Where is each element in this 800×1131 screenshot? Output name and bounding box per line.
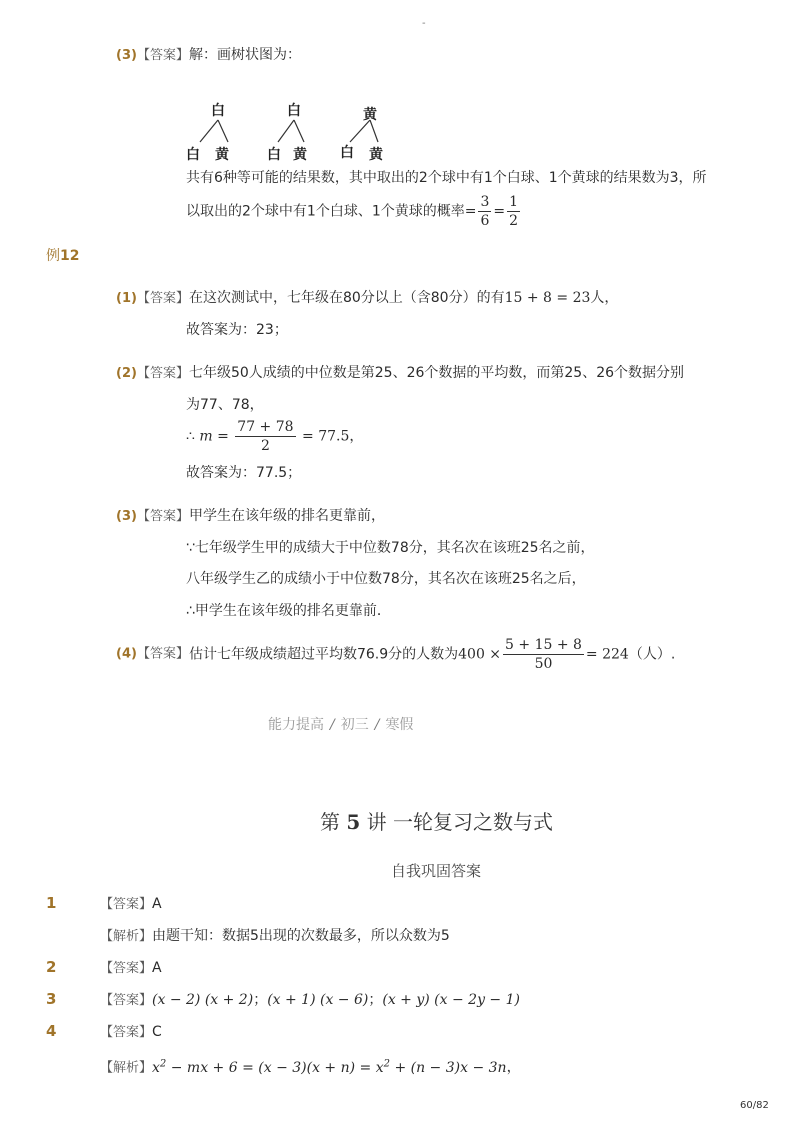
- fraction-numerator: 3: [480, 194, 490, 210]
- q2-text: 七年级50人成绩的中位数是第25、26个数据的平均数，而第25、26个数据分别: [188, 365, 685, 381]
- ex12-q3-line3: 八年级学生乙的成绩小于中位数78分，其名次在该班25名之后，: [186, 571, 586, 587]
- q1-text: 在这次测试中，七年级在80分以上（含80分）的有: [188, 290, 505, 306]
- expr-part: x: [152, 1059, 160, 1076]
- question-number: (1): [116, 291, 137, 306]
- question-number: (4): [116, 646, 137, 662]
- analysis-tag: 【解析】: [100, 929, 153, 944]
- equals-sign: =: [493, 203, 506, 220]
- question-number: (2): [116, 366, 137, 381]
- breadcrumb-item: 初三: [340, 717, 369, 733]
- expr-part: + (n − 3)x − 3n: [390, 1059, 507, 1076]
- analysis-tag: 【解析】: [100, 1060, 153, 1076]
- answer-1-analysis: [100, 926, 450, 947]
- breadcrumb-separator: /: [330, 717, 335, 733]
- q4-math-post: = 224: [585, 646, 629, 663]
- fraction-1-2: [507, 193, 520, 230]
- question-number: (3): [116, 48, 137, 63]
- separator: ；: [368, 992, 383, 1008]
- answer-4-analysis: [100, 1054, 521, 1079]
- fraction-numerator: 77 + 78: [237, 419, 294, 435]
- factor-expression: (x − 2) (x + 2): [152, 992, 254, 1008]
- breadcrumb: [268, 714, 413, 734]
- answer-2: [100, 958, 162, 979]
- answer-value: C: [152, 1024, 162, 1040]
- ex11-q3-line2: [186, 193, 522, 230]
- lecture-name: 讲 一轮复习之数与式: [366, 810, 553, 834]
- answer-tag: 【答案】: [100, 897, 153, 912]
- probability-text: 以取出的2个球中有1个白球、1个黄球的概率=: [186, 203, 477, 220]
- lecture-number: 5: [346, 810, 361, 834]
- tree2-left: 白: [267, 147, 281, 163]
- ex12-q1-answer: 故答案为：23；: [186, 322, 288, 338]
- ex12-q3-line4: ∴甲学生在该年级的排名更靠前．: [186, 603, 391, 619]
- factor-expression: (x + y) (x − 2y − 1): [382, 992, 520, 1008]
- tree3-left: 白: [340, 145, 354, 161]
- example-prefix: 例: [46, 248, 60, 264]
- ex12-q1: [116, 288, 618, 309]
- analysis-text: 由题干知：数据5出现的次数最多，所以众数为5: [152, 928, 450, 944]
- tree1-root: 白: [211, 103, 225, 119]
- median-result: = 77.5: [302, 428, 350, 445]
- answer-3-number: 3: [46, 990, 57, 1008]
- separator: ；: [253, 992, 268, 1008]
- answer-value: A: [152, 896, 162, 912]
- exponent: 2: [383, 1058, 390, 1069]
- m-equals: m =: [199, 428, 229, 445]
- answer-tag: 【答案】: [136, 646, 189, 662]
- breadcrumb-item: 能力提高: [268, 717, 324, 733]
- answer-tag: 【答案】: [136, 48, 189, 63]
- ex11-q3-header: [116, 45, 301, 66]
- example-12-label: [46, 245, 79, 265]
- therefore-symbol: ∴: [186, 428, 195, 445]
- tree3-right: 黄: [369, 147, 383, 163]
- ex12-q2-line2: 为77、78，: [186, 397, 264, 413]
- lecture-title: [320, 806, 553, 835]
- tree-diagram: [180, 100, 400, 162]
- example-number: 12: [60, 248, 80, 264]
- question-number: (3): [116, 509, 137, 524]
- ex12-q2-answer: 故答案为：77.5；: [186, 465, 302, 481]
- q1-math: 15 + 8 = 23: [504, 290, 591, 306]
- breadcrumb-separator: /: [374, 717, 380, 733]
- q4-text: 估计七年级成绩超过平均数76.9分的人数为: [188, 646, 459, 663]
- header-mark: -: [422, 18, 426, 29]
- page-number: 60/82: [740, 1100, 769, 1111]
- lecture-prefix: 第: [320, 810, 340, 834]
- answer-tag: 【答案】: [136, 366, 189, 381]
- ex12-q4: [116, 636, 675, 673]
- solution-intro: 解：画树状图为：: [188, 47, 301, 63]
- fraction-sum-over-50: [503, 636, 584, 673]
- fraction-numerator: 1: [509, 194, 519, 210]
- fraction-denominator: 2: [260, 438, 270, 454]
- analysis-expression: [152, 1060, 507, 1076]
- answer-4: [100, 1022, 162, 1043]
- answer-1: [100, 894, 162, 915]
- q4-unit: （人）.: [628, 646, 676, 663]
- section-title: 自我巩固答案: [391, 862, 482, 880]
- answer-value: A: [152, 960, 162, 976]
- ex12-q3-line2: ∵七年级学生甲的成绩大于中位数78分，其名次在该班25名之前，: [186, 540, 595, 556]
- breadcrumb-item: 寒假: [385, 717, 414, 733]
- comma: ，: [349, 428, 364, 445]
- answer-tag: 【答案】: [136, 291, 189, 306]
- ex12-q2-formula: [186, 418, 363, 455]
- q4-math-pre: 400 ×: [458, 646, 502, 663]
- exponent: 2: [159, 1058, 167, 1069]
- q3-text: 甲学生在该年级的排名更靠前，: [188, 508, 385, 524]
- tree1-left: 白: [186, 147, 200, 163]
- answer-2-number: 2: [46, 958, 57, 976]
- answer-3: [100, 990, 520, 1011]
- tree1-right: 黄: [215, 147, 229, 163]
- fraction-denominator: 50: [534, 656, 553, 672]
- comma: ，: [506, 1059, 521, 1076]
- ex12-q3-line1: [116, 506, 385, 527]
- q1-unit: 人，: [590, 290, 619, 306]
- fraction-denominator: 6: [480, 213, 490, 229]
- expr-part: − mx + 6 = (x − 3)(x + n) = x: [166, 1059, 384, 1076]
- fraction-3-6: [478, 193, 491, 230]
- ex11-q3-line1: 共有6种等可能的结果数，其中取出的2个球中有1个白球、1个黄球的结果数为3，所: [186, 170, 707, 186]
- tree2-root: 白: [287, 103, 301, 119]
- fraction-denominator: 2: [509, 213, 519, 229]
- fraction-77-78-over-2: [235, 418, 295, 455]
- fraction-numerator: 5 + 15 + 8: [505, 637, 582, 653]
- answer-4-number: 4: [46, 1022, 57, 1040]
- answer-tag: 【答案】: [136, 509, 189, 524]
- factor-expression: (x + 1) (x − 6): [267, 992, 369, 1008]
- answer-tag: 【答案】: [100, 961, 153, 976]
- tree3-root: 黄: [363, 107, 377, 123]
- answer-tag: 【答案】: [100, 993, 153, 1008]
- answer-1-number: 1: [46, 894, 57, 912]
- tree2-right: 黄: [293, 147, 307, 163]
- ex12-q2-line1: [116, 363, 684, 384]
- answer-tag: 【答案】: [100, 1025, 153, 1040]
